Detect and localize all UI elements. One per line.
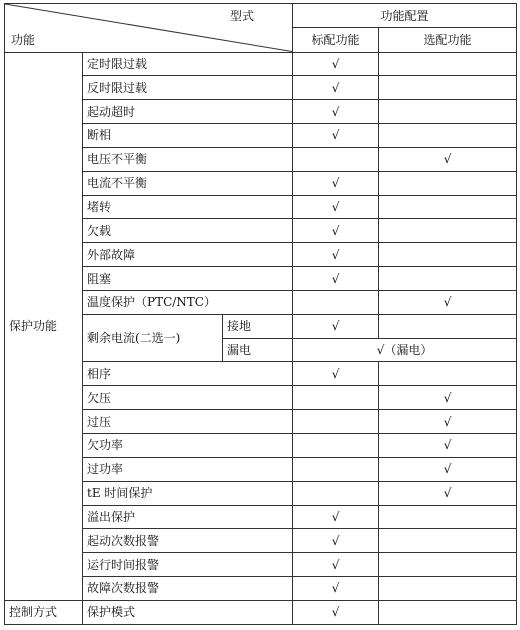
standard-cell: √ [293,219,379,243]
optional-cell: √ [379,481,517,505]
standard-cell: √ [293,124,379,148]
optional-cell [379,362,517,386]
standard-cell: √ [293,553,379,577]
function-name: 欠功率 [83,434,293,458]
function-name: 溢出保护 [83,505,293,529]
optional-cell [379,529,517,553]
standard-cell: √ [293,505,379,529]
function-name: 断相 [83,124,293,148]
function-name: 起动次数报警 [83,529,293,553]
residual-sub-leakage: 漏电 [223,338,293,362]
optional-cell [379,219,517,243]
config-header: 功能配置 [293,4,517,28]
function-name: 欠载 [83,219,293,243]
function-name: 过压 [83,410,293,434]
standard-cell: √ [293,267,379,291]
standard-cell: √ [293,195,379,219]
standard-header: 标配功能 [293,28,379,52]
standard-cell: √ [293,600,379,624]
function-name: 定时限过载 [83,52,293,76]
function-name: 反时限过载 [83,76,293,100]
function-name: 故障次数报警 [83,577,293,601]
standard-cell: √ [293,362,379,386]
table-row [5,52,517,76]
optional-cell: √ [379,410,517,434]
standard-cell [293,457,379,481]
optional-header: 选配功能 [379,28,517,52]
standard-cell: √ [293,76,379,100]
function-name: 电压不平衡 [83,147,293,171]
standard-cell: √ [293,171,379,195]
residual-current-name: 剩余电流(二选一) [83,314,223,362]
function-name: 电流不平衡 [83,171,293,195]
header-row-1 [5,4,517,28]
optional-cell [379,314,517,338]
standard-cell: √ [293,243,379,267]
optional-cell [379,577,517,601]
optional-cell [379,195,517,219]
optional-cell [379,553,517,577]
function-name: 相序 [83,362,293,386]
function-label: 功能 [11,32,36,47]
leakage-config-cell: √（漏电） [293,338,517,362]
optional-cell: √ [379,457,517,481]
standard-cell [293,434,379,458]
optional-cell [379,600,517,624]
function-name: 外部故障 [83,243,293,267]
function-name: 保护模式 [83,600,293,624]
type-label: 型式 [230,9,255,23]
optional-cell [379,171,517,195]
function-name: 过功率 [83,457,293,481]
standard-cell: √ [293,577,379,601]
function-name: 阻塞 [83,267,293,291]
optional-cell [379,505,517,529]
standard-cell: √ [293,100,379,124]
group-label-protection: 保护功能 [5,52,83,600]
standard-cell [293,410,379,434]
standard-cell: √ [293,529,379,553]
optional-cell: √ [379,290,517,314]
standard-cell [293,147,379,171]
optional-cell [379,267,517,291]
function-name: 运行时间报警 [83,553,293,577]
optional-cell: √ [379,147,517,171]
function-name: tE 时间保护 [83,481,293,505]
group-label-control: 控制方式 [5,600,83,624]
optional-cell [379,100,517,124]
function-config-table [4,3,517,625]
standard-cell: √ [293,52,379,76]
function-name: 堵转 [83,195,293,219]
optional-cell [379,52,517,76]
optional-cell: √ [379,434,517,458]
optional-cell [379,124,517,148]
standard-cell [293,481,379,505]
table-row-control [5,600,517,624]
standard-cell: √ [293,314,379,338]
function-name: 欠压 [83,386,293,410]
optional-cell [379,76,517,100]
optional-cell: √ [379,386,517,410]
standard-cell [293,290,379,314]
diagonal-header-cell [5,4,293,53]
standard-cell [293,386,379,410]
optional-cell [379,243,517,267]
function-name: 温度保护（PTC/NTC） [83,290,293,314]
residual-sub-ground: 接地 [223,314,293,338]
function-name: 起动超时 [83,100,293,124]
